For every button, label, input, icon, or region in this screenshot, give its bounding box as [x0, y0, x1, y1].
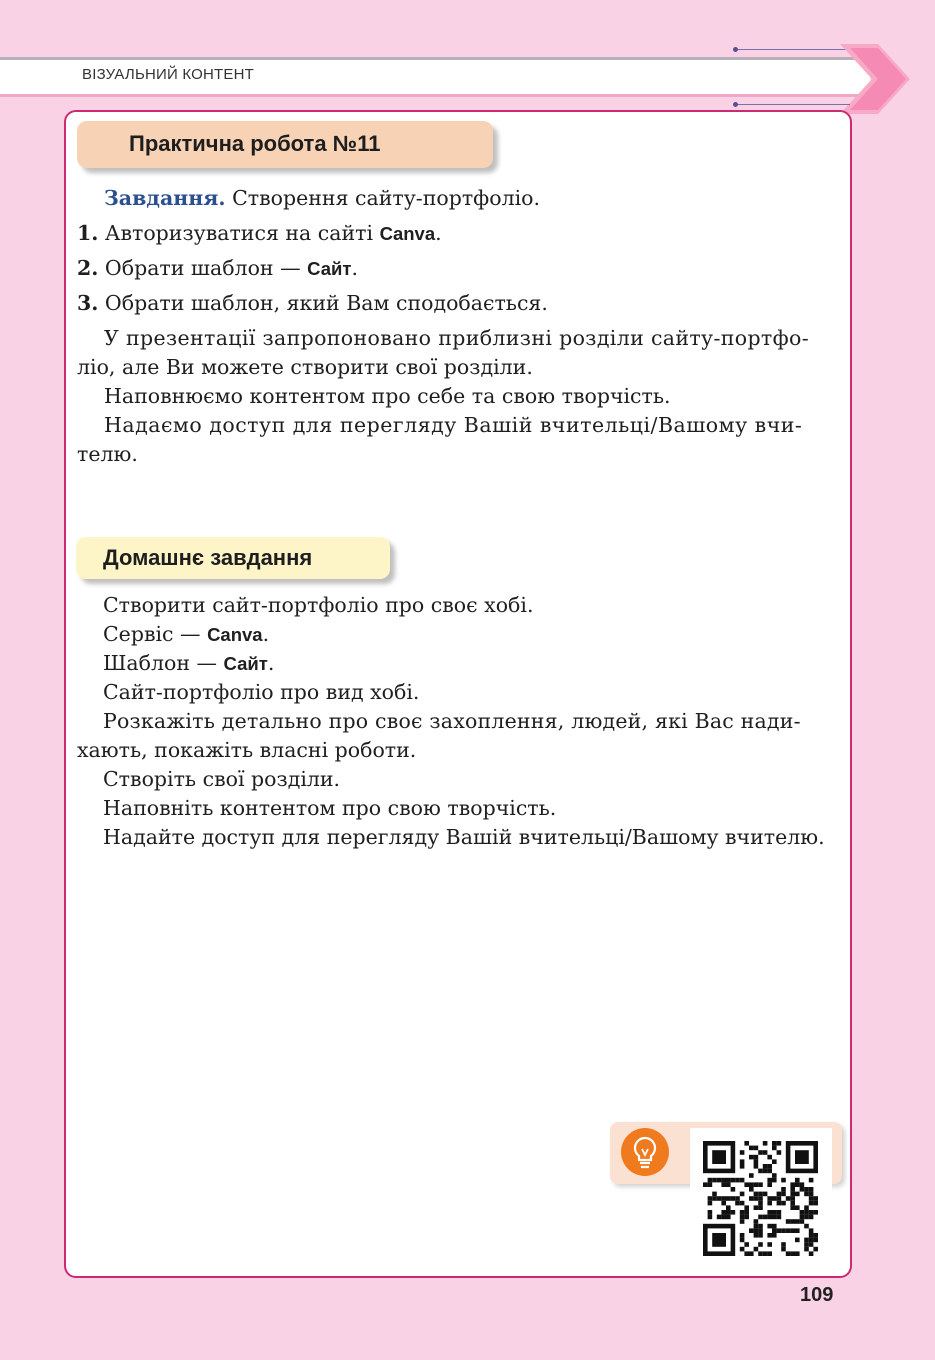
step-bold: Сайт [307, 258, 352, 279]
template-bold: Сайт [223, 653, 268, 674]
paragraph-line: ліо, але Ви можете створити свої розділи. [77, 355, 533, 379]
homework-title: Домашнє завдання [103, 545, 313, 570]
step-end: . [435, 221, 442, 245]
practical-work-title: Практична робота №11 [129, 131, 381, 156]
homework-service-line [103, 621, 269, 648]
service-dot: . [262, 622, 270, 646]
task-label: Завдання. [104, 186, 226, 210]
template-text: Шаблон — [103, 651, 224, 675]
step-1 [77, 220, 442, 247]
homework-line: Розкажіть детально про своє захоплення, людей, які Вас нади- [103, 709, 801, 733]
step-2 [77, 255, 358, 282]
homework-line: хають, покажіть власні роботи. [77, 738, 417, 762]
step-number: 3. [77, 291, 99, 315]
header-deco-line-top [735, 49, 850, 50]
homework-template-line [103, 650, 274, 677]
homework-line: Надайте доступ для перегляду Вашій вчительці/Вашому вчителю. [103, 825, 825, 849]
service-bold: Canva [207, 624, 263, 645]
step-number: 1. [77, 221, 99, 245]
homework-line: Сайт-портфоліо про вид хобі. [103, 680, 420, 704]
step-number: 2. [77, 256, 99, 280]
paragraph-line: У презентації запропоновано приблизні розділи сайту-портфо- [104, 326, 809, 350]
template-dot: . [267, 651, 275, 675]
step-text: Обрати шаблон — [98, 256, 308, 280]
qr-code[interactable] [690, 1128, 832, 1270]
page-number: 109 [800, 1284, 834, 1306]
service-text: Сервіс — [103, 622, 208, 646]
qr-code-icon [690, 1128, 832, 1270]
practical-work-heading [77, 121, 493, 168]
task-line [104, 185, 540, 211]
step-end: . [351, 256, 358, 280]
lightbulb-icon [620, 1127, 670, 1177]
paragraph-line: телю. [77, 442, 138, 466]
header-deco-dot-bottom [733, 102, 738, 107]
homework-line: Створіть свої розділи. [103, 767, 341, 791]
header-chevron-icon [840, 44, 912, 114]
task-text: Створення сайту-портфоліо. [225, 186, 541, 210]
homework-line: Створити сайт-портфоліо про своє хобі. [103, 593, 534, 617]
step-text: Обрати шаблон, який Вам сподобається. [98, 291, 548, 315]
paragraph-line: Надаємо доступ для перегляду Вашій вчительці/Вашому вчи- [104, 413, 803, 437]
step-text: Авторизуватися на сайті [98, 221, 380, 245]
section-title: ВІЗУАЛЬНИЙ КОНТЕНТ [82, 66, 255, 83]
paragraph-line: Наповнюємо контентом про себе та свою творчість. [104, 384, 671, 408]
step-3 [77, 290, 548, 316]
header-deco-line-bottom [735, 104, 850, 105]
homework-line: Наповніть контентом про свою творчість. [103, 796, 557, 820]
homework-heading [76, 537, 390, 579]
step-bold: Canva [379, 223, 436, 244]
header-deco-dot-top [733, 47, 738, 52]
